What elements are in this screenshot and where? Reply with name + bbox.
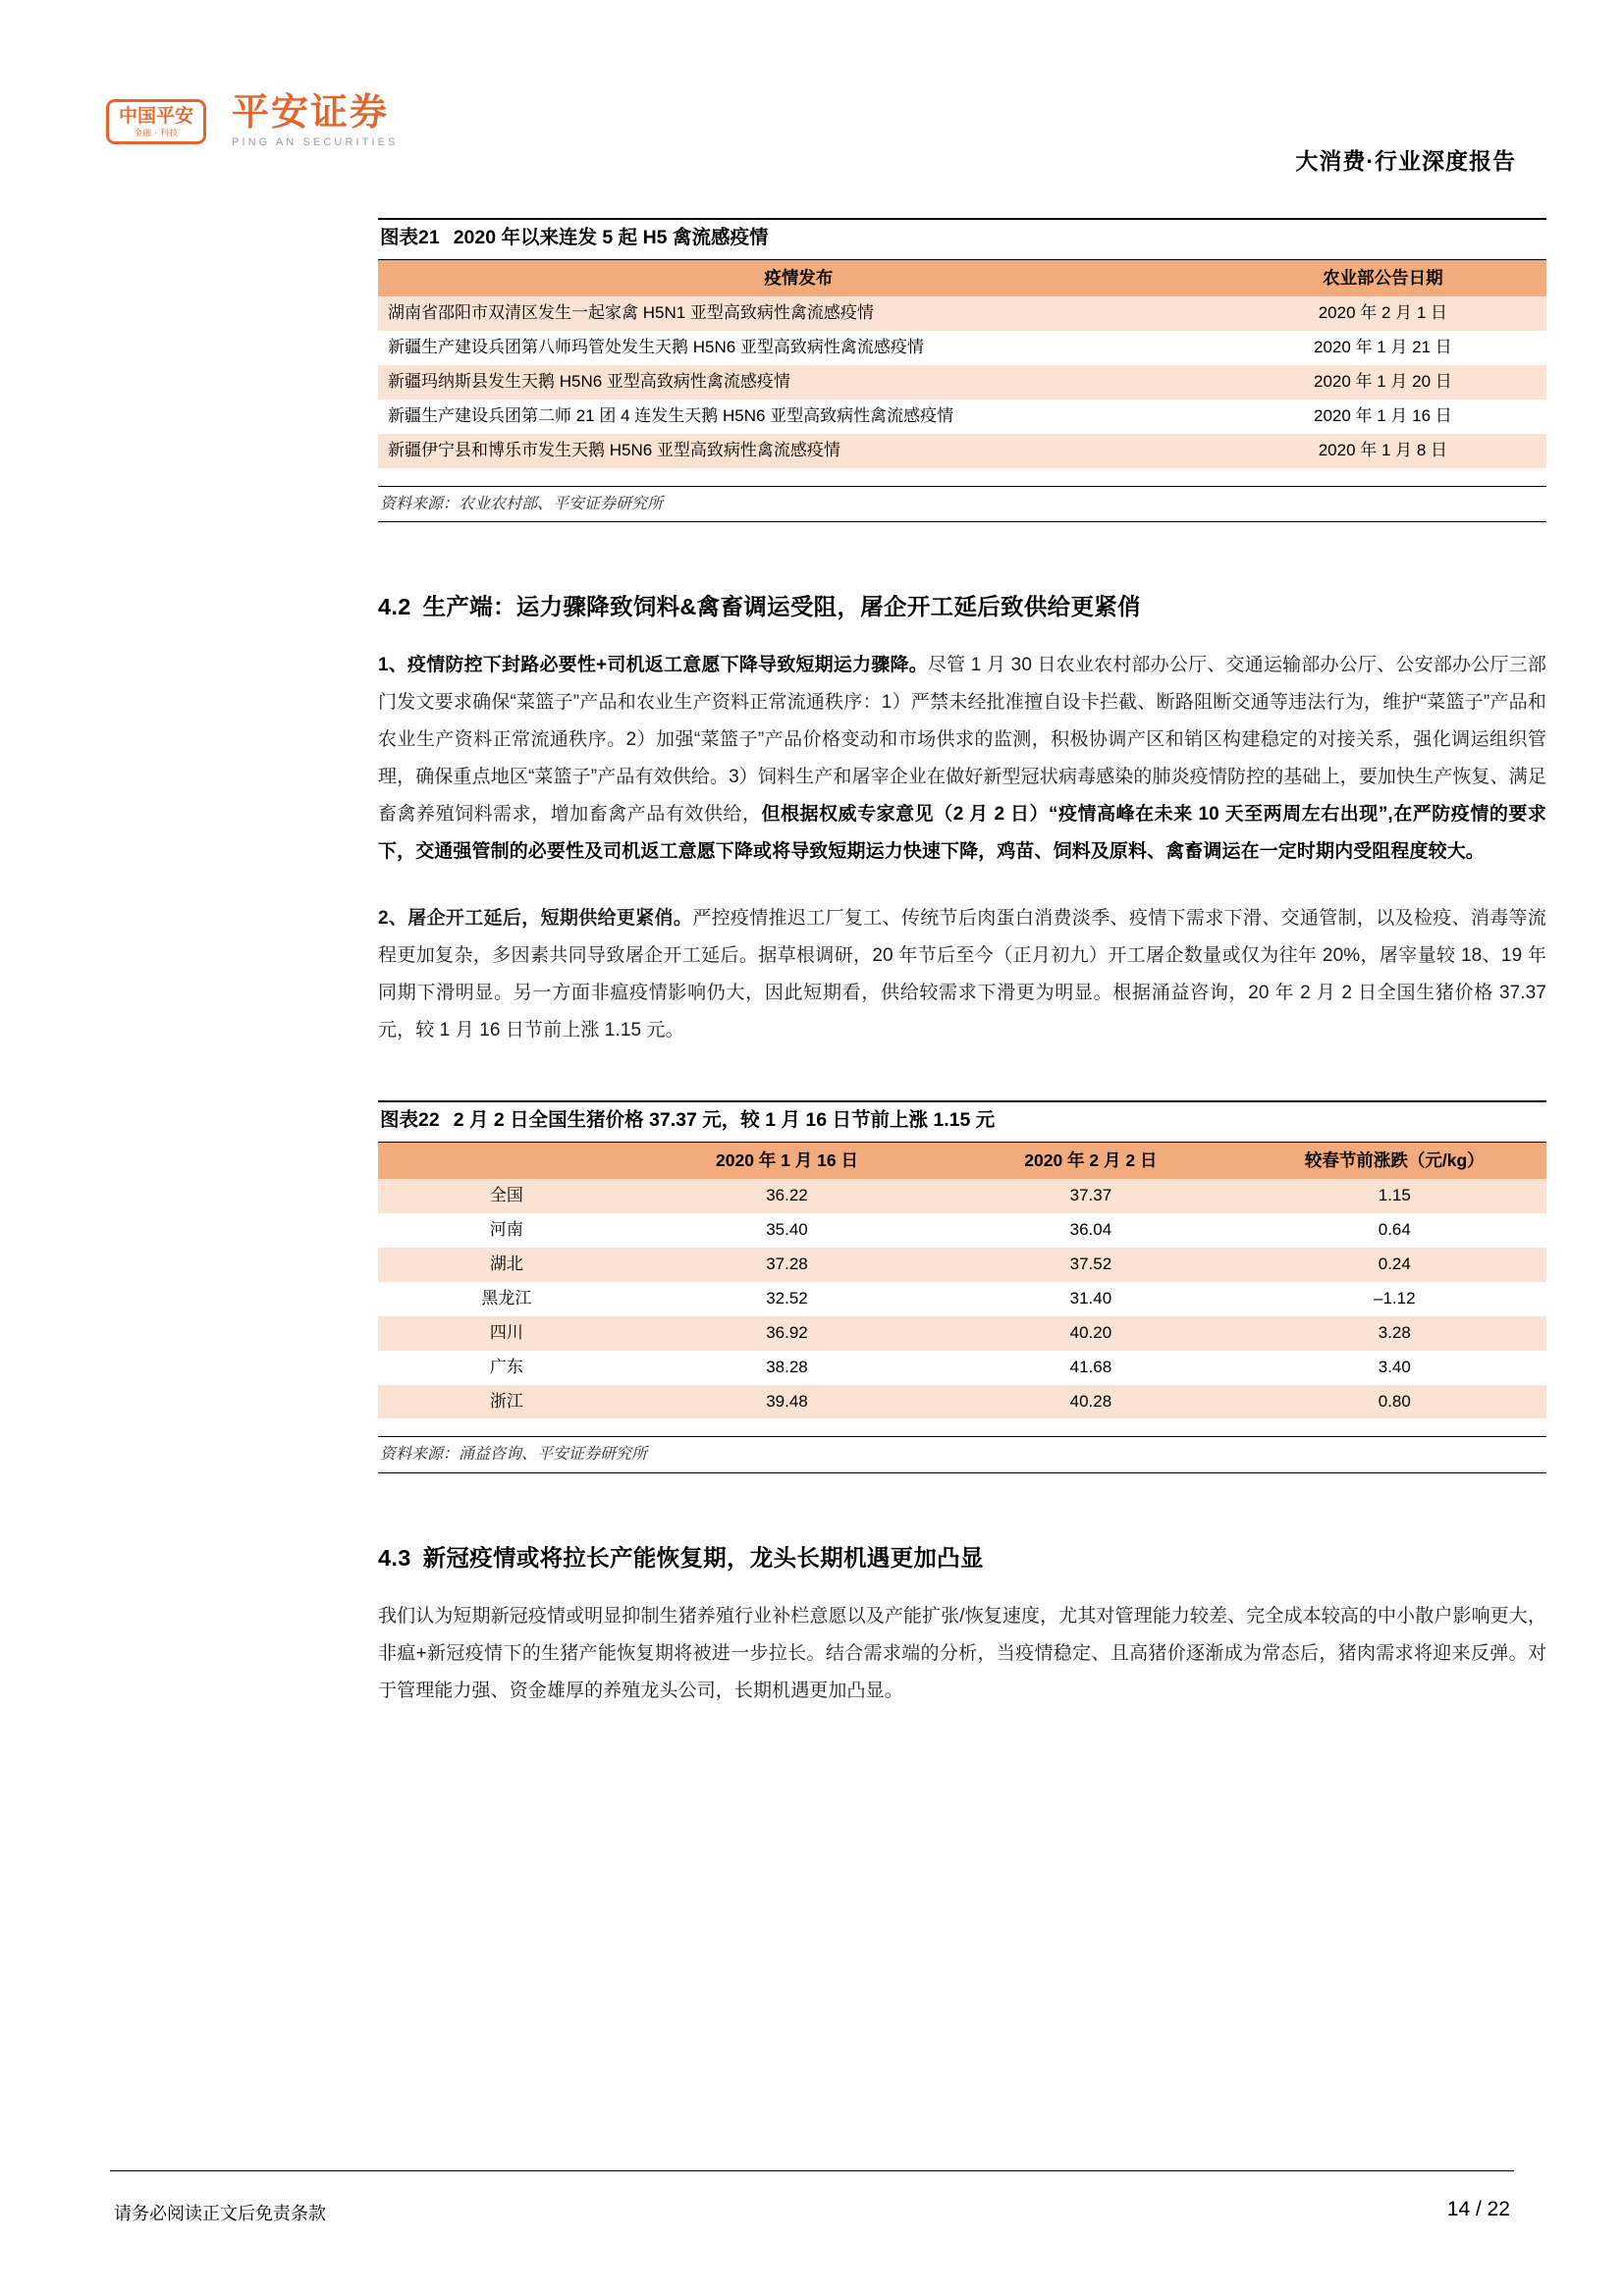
cell-change: 1.15 xyxy=(1243,1179,1546,1213)
cell-change: 3.28 xyxy=(1243,1316,1546,1351)
cell-change: 0.64 xyxy=(1243,1213,1546,1248)
table-row xyxy=(378,1316,1546,1351)
paragraph-4-3: 我们认为短期新冠疫情或明显抑制生猪养殖行业补栏意愿以及产能扩张/恢复速度，尤其对管理能力较差、完全成本较高的中小散户影响更大，非瘟+新冠疫情下的生猪产能恢复期将被进一步拉长。结合需求端的分析，当疫情稳定、且高猪价逐渐成为常态后，猪肉需求将迎来反弹。对于管理能力强、资金雄厚的养殖龙头公司，长期机遇更加凸显。 xyxy=(378,1605,1546,1701)
table-row xyxy=(378,434,1546,468)
paragraph-4-2-2-body: 严控疫情推迟工厂复工、传统节后肉蛋白消费淡季、疫情下需求下滑、交通管制，以及检疫、消毒等流程更加复杂，多因素共同导致屠企开工延后。据草根调研，20 年节后至今（正月初九）开工屠企数量或仅为往年 20%，屠宰量较 18、19 年同期下滑明显。另一方面非瘟疫情影响仍大，因此短期看，供给较需求下滑更为明显。根据涌益咨询，20 年 2 月 2 日全国生猪价格 37.37 元，较 1 月 16 日节前上涨 1.15 元。 xyxy=(378,907,1546,1041)
badge-sub-text: 金融 · 科技 xyxy=(134,127,179,137)
footer-page-number: 14 / 22 xyxy=(1446,2198,1510,2220)
report-kicker: 大消费·行业深度报告 xyxy=(1295,148,1516,174)
column-header-date-feb2: 2020 年 2 月 2 日 xyxy=(939,1143,1242,1179)
cell-region: 浙江 xyxy=(378,1385,635,1419)
cell-region: 全国 xyxy=(378,1179,635,1213)
ping-an-badge-icon xyxy=(106,99,206,145)
avian-flu-table xyxy=(378,260,1546,467)
cell-outbreak: 新疆玛纳斯县发生天鹅 H5N6 亚型高致病性禽流感疫情 xyxy=(378,365,1219,400)
exhibit-21-source: 资料来源：农业农村部、平安证券研究所 xyxy=(380,495,664,512)
table-row xyxy=(378,331,1546,365)
section-4-3-number: 4.3 xyxy=(378,1544,411,1571)
cell-region: 广东 xyxy=(378,1351,635,1385)
paragraph-4-2-1-lead: 1、疫情防控下封路必要性+司机返工意愿下降导致短期运力骤降。 xyxy=(378,654,928,675)
cell-price-jan16: 37.28 xyxy=(635,1248,939,1282)
footer-divider xyxy=(110,2170,1514,2171)
exhibit-21-number: 图表21 xyxy=(380,227,440,248)
brand-logo xyxy=(106,94,399,149)
cell-date: 2020 年 1 月 16 日 xyxy=(1219,400,1546,434)
table-row xyxy=(378,1351,1546,1385)
table-header-row xyxy=(378,1143,1546,1179)
exhibit-22-number: 图表22 xyxy=(380,1108,440,1131)
paragraph-4-2-1-body: 尽管 1 月 30 日农业农村部办公厅、交通运输部办公厅、公安部办公厅三部门发文要求确保“菜篮子”产品和农业生产资料正常流通秩序：1）严禁未经批准擅自设卡拦截、断路阻断交通等违法行为，维护“菜篮子”产品和农业生产资料正常流通秩序。2）加强“菜篮子”产品价格变动和市场供求的监测，积极协调产区和销区构建稳定的对接关系，强化调运组织管理，确保重点地区“菜篮子”产品有效供给。3）饲料生产和屠宰企业在做好新型冠状病毒感染的肺炎疫情防控的基础上，要加快生产恢复、满足畜禽养殖饲料需求，增加畜禽产品有效供给， xyxy=(378,654,1546,825)
cell-price-feb2: 37.37 xyxy=(939,1179,1242,1213)
cell-price-jan16: 35.40 xyxy=(635,1213,939,1248)
cell-date: 2020 年 1 月 8 日 xyxy=(1219,434,1546,468)
page-header xyxy=(0,92,1624,174)
exhibit-22-title xyxy=(378,1102,1546,1142)
cell-change: –1.12 xyxy=(1243,1282,1546,1316)
section-heading-4-3 xyxy=(378,1542,1546,1575)
paragraph-4-2-1-bold-tail: 但根据权威专家意见（2 月 2 日）“疫情高峰在未来 10 天至两周左右出现”,在严防疫情的要求下，交通强管制的必要性及司机返工意愿下降或将导致短期运力快速下降，鸡苗、饲料及原料、禽畜调运在一定时期内受阻程度较大。 xyxy=(378,803,1546,862)
footer-disclaimer: 请务必阅读正文后免责条款 xyxy=(114,2204,326,2223)
cell-price-feb2: 40.28 xyxy=(939,1385,1242,1419)
table-row xyxy=(378,1282,1546,1316)
cell-change: 0.80 xyxy=(1243,1385,1546,1419)
exhibit-22-source: 资料来源：涌益咨询、平安证券研究所 xyxy=(380,1446,648,1464)
table-row xyxy=(378,1179,1546,1213)
paragraph-4-2-2 xyxy=(378,900,1546,1049)
badge-main-text: 中国平安 xyxy=(119,105,194,127)
cell-outbreak: 新疆生产建设兵团第二师 21 团 4 连发生天鹅 H5N6 亚型高致病性禽流感疫情 xyxy=(378,400,1219,434)
cell-date: 2020 年 1 月 20 日 xyxy=(1219,365,1546,400)
cell-price-feb2: 36.04 xyxy=(939,1213,1242,1248)
brand-wordmark xyxy=(232,94,399,149)
section-heading-4-2 xyxy=(378,591,1546,623)
section-4-2-number: 4.2 xyxy=(378,594,411,620)
section-4-2-title: 生产端：运力骤降致饲料&禽畜调运受阻，屠企开工延后致供给更紧俏 xyxy=(422,594,1141,620)
cell-price-jan16: 39.48 xyxy=(635,1385,939,1419)
cell-region: 湖北 xyxy=(378,1248,635,1282)
cell-price-jan16: 36.22 xyxy=(635,1179,939,1213)
exhibit-21-title xyxy=(378,220,1546,259)
paragraph-4-2-2-lead: 2、屠企开工延后，短期供给更紧俏。 xyxy=(378,907,693,929)
exhibit-22 xyxy=(378,1100,1546,1473)
paragraph-4-2-1 xyxy=(378,647,1546,871)
page-content xyxy=(378,218,1546,1710)
table-header-row xyxy=(378,260,1546,296)
cell-price-feb2: 41.68 xyxy=(939,1351,1242,1385)
table-row xyxy=(378,365,1546,400)
table-row xyxy=(378,1248,1546,1282)
brand-name-en: PING AN SECURITIES xyxy=(232,135,399,148)
cell-outbreak: 新疆生产建设兵团第八师玛管处发生天鹅 H5N6 亚型高致病性禽流感疫情 xyxy=(378,331,1219,365)
table-row xyxy=(378,1385,1546,1419)
table-row xyxy=(378,400,1546,434)
page-footer xyxy=(0,2149,1624,2296)
cell-price-feb2: 31.40 xyxy=(939,1282,1242,1316)
exhibit-21 xyxy=(378,218,1546,522)
cell-price-feb2: 40.20 xyxy=(939,1316,1242,1351)
cell-price-jan16: 36.92 xyxy=(635,1316,939,1351)
cell-outbreak: 新疆伊宁县和博乐市发生天鹅 H5N6 亚型高致病性禽流感疫情 xyxy=(378,434,1219,468)
hog-price-table xyxy=(378,1143,1546,1418)
cell-price-feb2: 37.52 xyxy=(939,1248,1242,1282)
exhibit-21-title-text: 2020 年以来连发 5 起 H5 禽流感疫情 xyxy=(453,227,769,248)
column-header-date-jan16: 2020 年 1 月 16 日 xyxy=(635,1143,939,1179)
table-row xyxy=(378,296,1546,331)
column-header-outbreak: 疫情发布 xyxy=(378,260,1219,296)
column-header-region xyxy=(378,1143,635,1179)
cell-date: 2020 年 2 月 1 日 xyxy=(1219,296,1546,331)
table-row xyxy=(378,1213,1546,1248)
cell-region: 河南 xyxy=(378,1213,635,1248)
cell-date: 2020 年 1 月 21 日 xyxy=(1219,331,1546,365)
cell-change: 3.40 xyxy=(1243,1351,1546,1385)
exhibit-22-title-text: 2 月 2 日全国生猪价格 37.37 元，较 1 月 16 日节前上涨 1.15 元 xyxy=(453,1108,996,1131)
cell-region: 四川 xyxy=(378,1316,635,1351)
column-header-announce-date: 农业部公告日期 xyxy=(1219,260,1546,296)
cell-change: 0.24 xyxy=(1243,1248,1546,1282)
cell-price-jan16: 32.52 xyxy=(635,1282,939,1316)
brand-name-cn: 平安证券 xyxy=(232,92,390,133)
section-4-3-title: 新冠疫情或将拉长产能恢复期，龙头长期机遇更加凸显 xyxy=(422,1544,984,1571)
cell-price-jan16: 38.28 xyxy=(635,1351,939,1385)
cell-region: 黑龙江 xyxy=(378,1282,635,1316)
column-header-change: 较春节前涨跌（元/kg） xyxy=(1243,1143,1546,1179)
cell-outbreak: 湖南省邵阳市双清区发生一起家禽 H5N1 亚型高致病性禽流感疫情 xyxy=(378,296,1219,331)
